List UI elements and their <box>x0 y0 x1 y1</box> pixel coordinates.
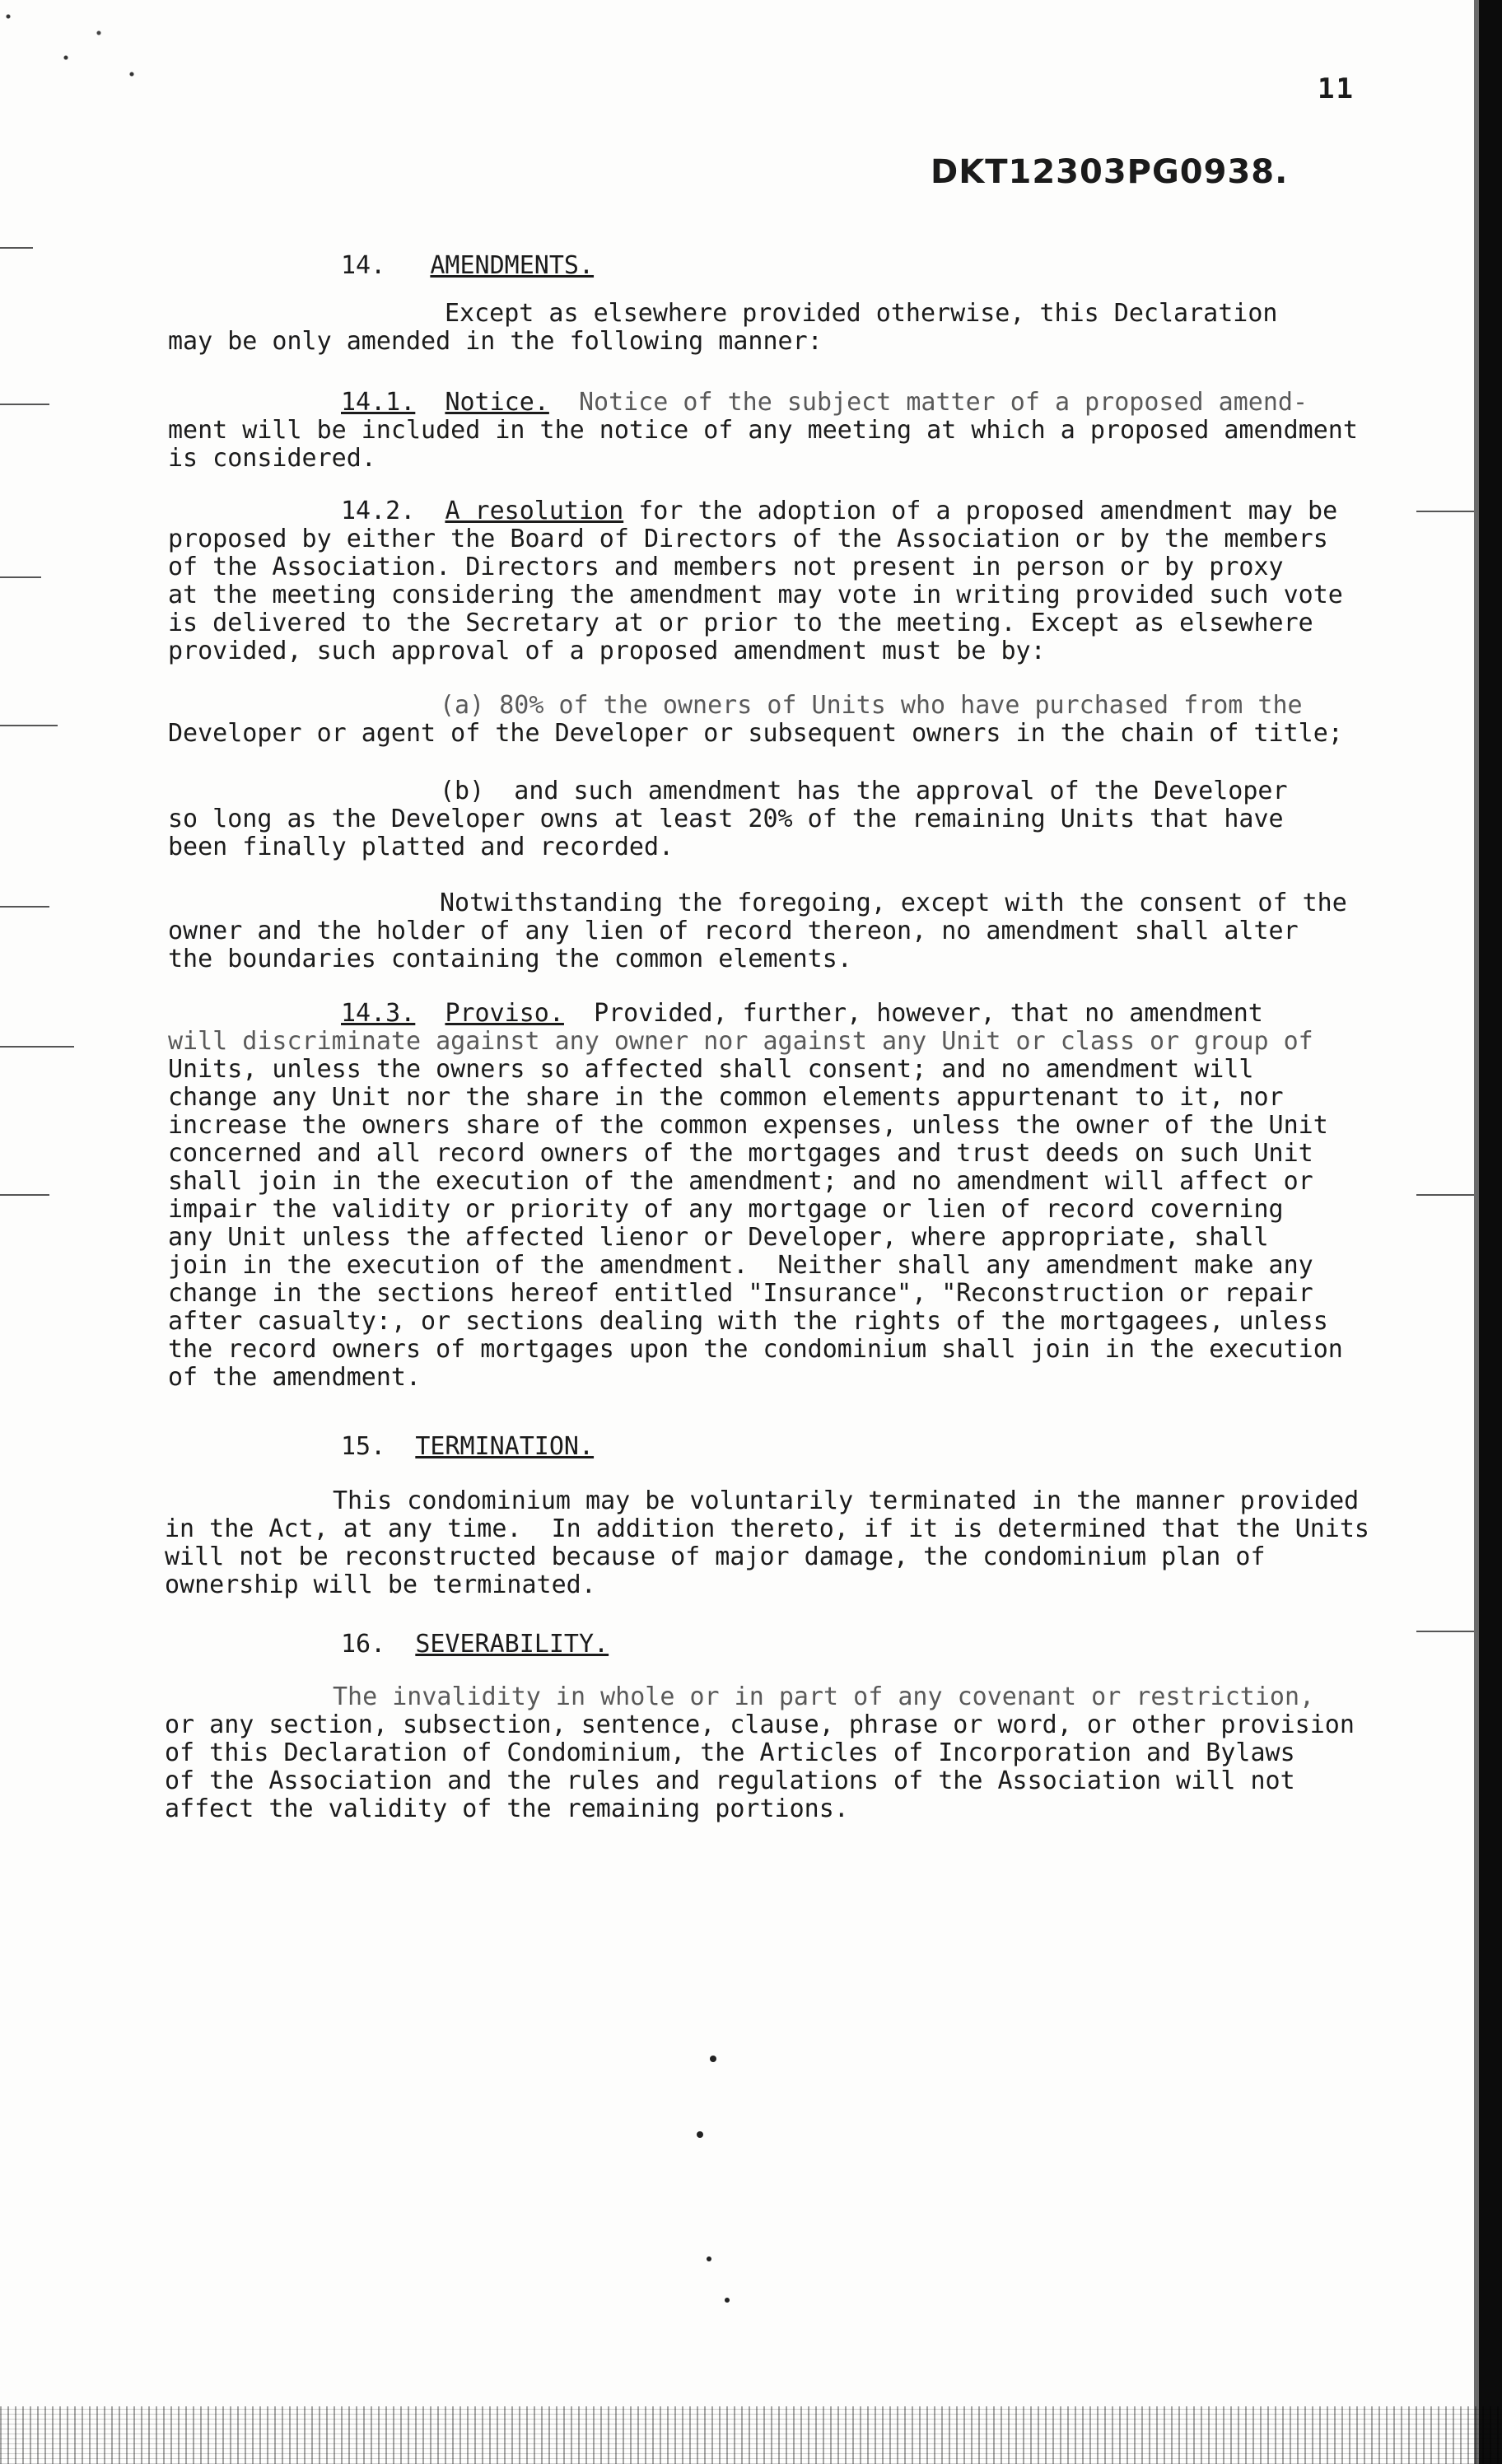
scan-artifact-bottom <box>0 2406 1502 2464</box>
section-heading <box>341 252 594 280</box>
margin-mark <box>0 404 49 405</box>
paragraph-line: will not be reconstructed because of major damage, the condominium plan of <box>165 1542 1266 1571</box>
paragraph-line: (a) 80% of the owners of Units who have purchased from the <box>440 691 1303 720</box>
paragraph-line: Units, unless the owners so affected shall consent; and no amendment will <box>168 1055 1254 1084</box>
subsection-number: 14.1. <box>341 388 416 417</box>
paragraph-line: any Unit unless the affected lienor or Developer, where appropriate, shall <box>168 1223 1269 1252</box>
paragraph-line: provided, such approval of a proposed amendment must be by: <box>168 637 1046 665</box>
paragraph-line: Developer or agent of the Developer or subsequent owners in the chain of title; <box>168 719 1343 748</box>
subsection-title: Notice. <box>445 388 549 417</box>
paragraph-line: of this Declaration of Condominium, the Articles of Incorporation and Bylaws <box>165 1738 1295 1767</box>
margin-mark <box>0 247 33 249</box>
paragraph-line: impair the validity or priority of any mortgage or lien of record coverning <box>168 1195 1284 1224</box>
paragraph-line: proposed by either the Board of Directors of the Association or by the members <box>168 525 1328 553</box>
scan-speck <box>707 2256 711 2261</box>
paragraph-line: increase the owners share of the common expenses, unless the owner of the Unit <box>168 1111 1328 1140</box>
paragraph-text: Provided, further, however, that no amendment <box>594 999 1263 1028</box>
page-number: 11 <box>1318 72 1355 105</box>
paragraph-line: been finally platted and recorded. <box>168 833 674 861</box>
subsection-number: 14.2. <box>341 497 416 525</box>
margin-mark <box>0 906 49 908</box>
section-heading <box>341 1433 594 1461</box>
paragraph-line: of the amendment. <box>168 1363 422 1392</box>
section-number: 16. <box>341 1630 386 1659</box>
subsection-title: A resolution <box>445 497 624 525</box>
paragraph-line: The invalidity in whole or in part of any covenant or restriction, <box>333 1682 1315 1711</box>
margin-mark <box>0 1194 49 1196</box>
section-title: TERMINATION. <box>415 1432 595 1461</box>
subsection-number: 14.3. <box>341 999 416 1028</box>
subsection-14-1 <box>341 389 1502 417</box>
recording-stamp: DKT12303PG0938. <box>931 153 1289 191</box>
paragraph-line: of the Association and the rules and regulations of the Association will not <box>165 1766 1295 1795</box>
paragraph-line: change any Unit nor the share in the common elements appurtenant to it, nor <box>168 1083 1284 1112</box>
paragraph-line: owner and the holder of any lien of record thereon, no amendment shall alter <box>168 917 1299 945</box>
paragraph-line: affect the validity of the remaining portions. <box>165 1794 849 1823</box>
paragraph-line: or any section, subsection, sentence, clause, phrase or word, or other provision <box>165 1710 1355 1739</box>
paragraph-line: after casualty:, or sections dealing with the rights of the mortgagees, unless <box>168 1307 1328 1336</box>
paragraph-line: (b) and such amendment has the approval of the Developer <box>440 777 1288 805</box>
section-number: 14. <box>341 251 386 280</box>
paragraph-line: will discriminate against any owner nor against any Unit or class or group of <box>168 1027 1313 1056</box>
scan-speck <box>710 2056 716 2062</box>
scan-artifact-top <box>0 0 329 99</box>
margin-mark <box>1416 1194 1474 1196</box>
margin-mark <box>0 1046 74 1048</box>
scan-edge <box>1479 0 1502 2464</box>
section-heading <box>341 1631 609 1659</box>
paragraph-line: the boundaries containing the common elements. <box>168 945 852 973</box>
paragraph-line: the record owners of mortgages upon the condominium shall join in the execution <box>168 1335 1343 1364</box>
paragraph-line: ment will be included in the notice of any meeting at which a proposed amendment <box>168 416 1358 445</box>
section-title: SEVERABILITY. <box>415 1630 609 1659</box>
paragraph-text: for the adoption of a proposed amendment may be <box>638 497 1338 525</box>
scan-speck <box>725 2298 730 2303</box>
section-title: AMENDMENTS. <box>430 251 595 280</box>
margin-mark <box>1416 1631 1474 1632</box>
paragraph-line: Notwithstanding the foregoing, except with the consent of the <box>440 889 1347 917</box>
paragraph-line: is delivered to the Secretary at or prior to the meeting. Except as elsewhere <box>168 609 1313 637</box>
paragraph-text: Notice of the subject matter of a proposed amend- <box>579 388 1308 417</box>
paragraph-line: at the meeting considering the amendment may vote in writing provided such vote <box>168 581 1343 609</box>
paragraph-line: of the Association. Directors and members not present in person or by proxy <box>168 553 1284 581</box>
subsection-14-3 <box>341 1000 1502 1028</box>
paragraph-line: ownership will be terminated. <box>165 1570 596 1599</box>
margin-mark <box>0 576 41 578</box>
paragraph-line: concerned and all record owners of the mortgages and trust deeds on such Unit <box>168 1139 1313 1168</box>
subsection-14-2 <box>341 497 1502 525</box>
paragraph-line: may be only amended in the following manner: <box>168 327 823 356</box>
paragraph-line: This condominium may be voluntarily terminated in the manner provided <box>333 1486 1360 1515</box>
section-number: 15. <box>341 1432 386 1461</box>
paragraph-line: change in the sections hereof entitled "Insurance", "Reconstruction or repair <box>168 1279 1313 1308</box>
paragraph-line: Except as elsewhere provided otherwise, this Declaration <box>445 299 1278 328</box>
paragraph-line: join in the execution of the amendment. Neither shall any amendment make any <box>168 1251 1313 1280</box>
paragraph-line: shall join in the execution of the amendment; and no amendment will affect or <box>168 1167 1313 1196</box>
paragraph-line: in the Act, at any time. In addition thereto, if it is determined that the Units <box>165 1514 1369 1543</box>
scan-speck <box>697 2131 703 2138</box>
subsection-title: Proviso. <box>445 999 564 1028</box>
paragraph-line: so long as the Developer owns at least 20% of the remaining Units that have <box>168 805 1284 833</box>
margin-mark <box>0 725 58 726</box>
paragraph-line: is considered. <box>168 444 376 473</box>
